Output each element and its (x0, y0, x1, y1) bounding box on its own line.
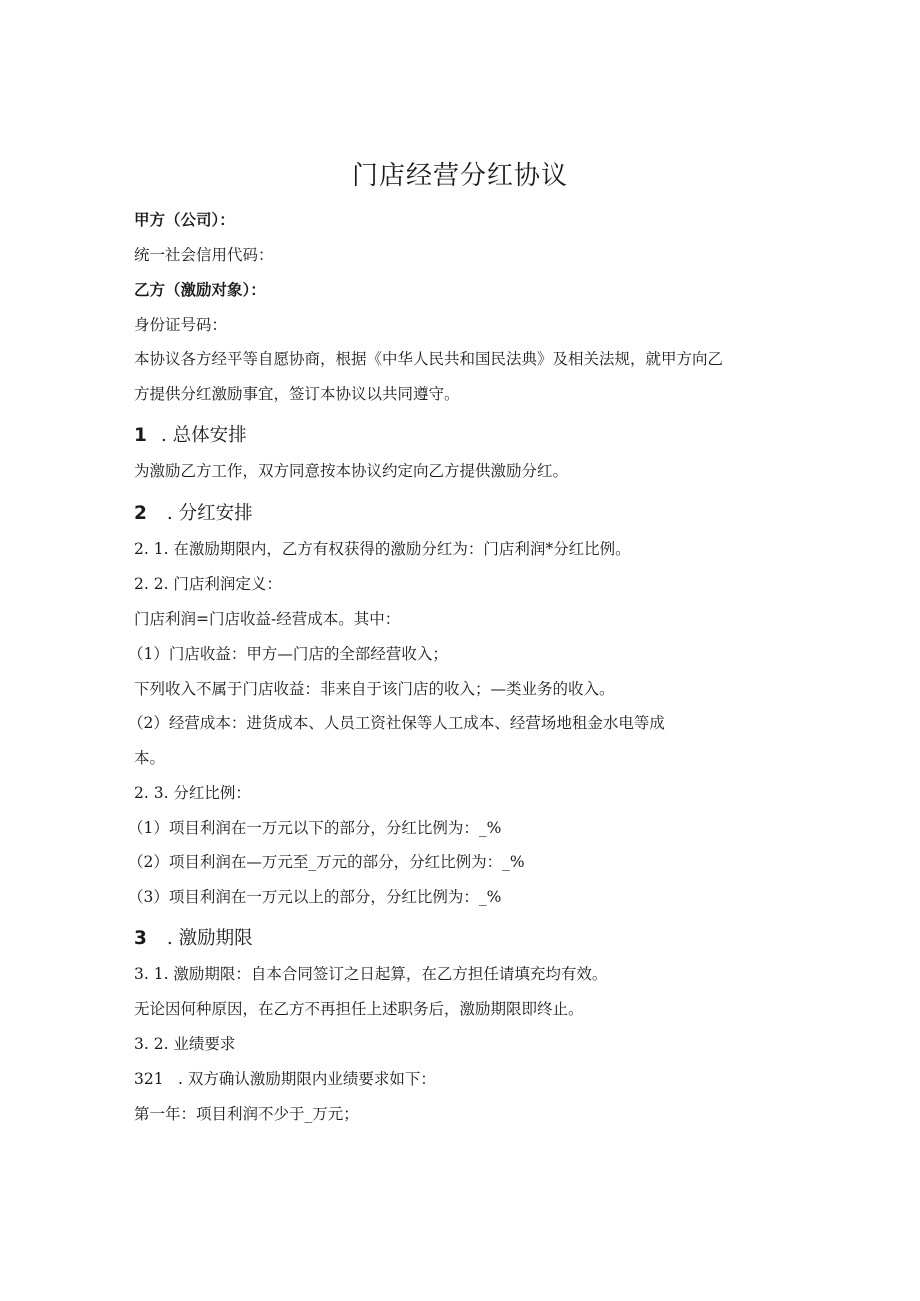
section-2-title: . 分红安排 (166, 503, 253, 524)
ratio-tier-1: （1）项目利润在一万元以下的部分，分红比例为：_% (128, 819, 502, 837)
section-3-number: 3 (134, 928, 147, 949)
clause-3-2: 3. 2. 业绩要求 (134, 1035, 236, 1053)
section-3-title: . 激励期限 (166, 928, 253, 949)
section-1-number: 1 (134, 425, 147, 446)
clause-2-2: 2. 2. 门店利润定义： (134, 575, 282, 593)
ratio-tier-3: （3）项目利润在一万元以上的部分，分红比例为：_% (128, 888, 502, 906)
clause-2-3: 2. 3. 分红比例： (134, 784, 251, 802)
intro-paragraph-line-1: 本协议各方经平等自愿协商，根据《中华人民共和国民法典》及相关法规，就甲方向乙 (134, 350, 724, 368)
termination-note: 无论因何种原因，在乙方不再担任上述职务后，激励期限即终止。 (134, 1000, 584, 1018)
store-profit-definition: 门店利润=门店收益-经营成本。其中： (134, 610, 401, 628)
excluded-revenue-note: 下列收入不属于门店收益：非来自于该门店的收入；—类业务的收入。 (134, 680, 615, 698)
section-1-title: . 总体安排 (160, 425, 247, 446)
section-1-heading (134, 426, 247, 446)
section-2-number: 2 (134, 503, 147, 524)
clause-3-2-1 (134, 1069, 436, 1089)
credit-code-label: 统一社会信用代码： (134, 246, 274, 264)
clause-2-1: 2. 1. 在激励期限内，乙方有权获得的激励分红为：门店利润*分红比例。 (134, 540, 631, 558)
party-a-label: 甲方（公司）： (134, 211, 235, 229)
id-number-label: 身份证号码： (134, 316, 228, 334)
document-title: 门店经营分红协议 (351, 161, 568, 191)
section-2-heading (134, 504, 253, 524)
clause-3-2-1-text: . 双方确认激励期限内业绩要求如下： (178, 1070, 436, 1088)
ratio-tier-2: （2）项目利润在—万元至_万元的部分，分红比例为：_% (128, 853, 525, 871)
section-3-heading (134, 929, 253, 949)
clause-3-2-1-number: 321 (134, 1070, 164, 1088)
operating-cost-item: （2）经营成本：进货成本、人员工资社保等人工成本、经营场地租金水电等成 (128, 714, 665, 732)
first-year-requirement: 第一年：项目利润不少于_万元； (134, 1105, 359, 1123)
intro-paragraph-line-2: 方提供分红激励事宜，签订本协议以共同遵守。 (134, 385, 460, 403)
section-1-paragraph: 为激励乙方工作，双方同意按本协议约定向乙方提供激励分红。 (134, 462, 569, 480)
clause-3-1: 3. 1. 激励期限：自本合同签订之日起算，在乙方担任请填充均有效。 (134, 965, 608, 983)
party-b-label: 乙方（激励对象）： (134, 281, 266, 299)
store-revenue-item: （1）门店收益：甲方—门店的全部经营收入； (128, 645, 448, 663)
operating-cost-item-continued: 本。 (134, 749, 166, 767)
